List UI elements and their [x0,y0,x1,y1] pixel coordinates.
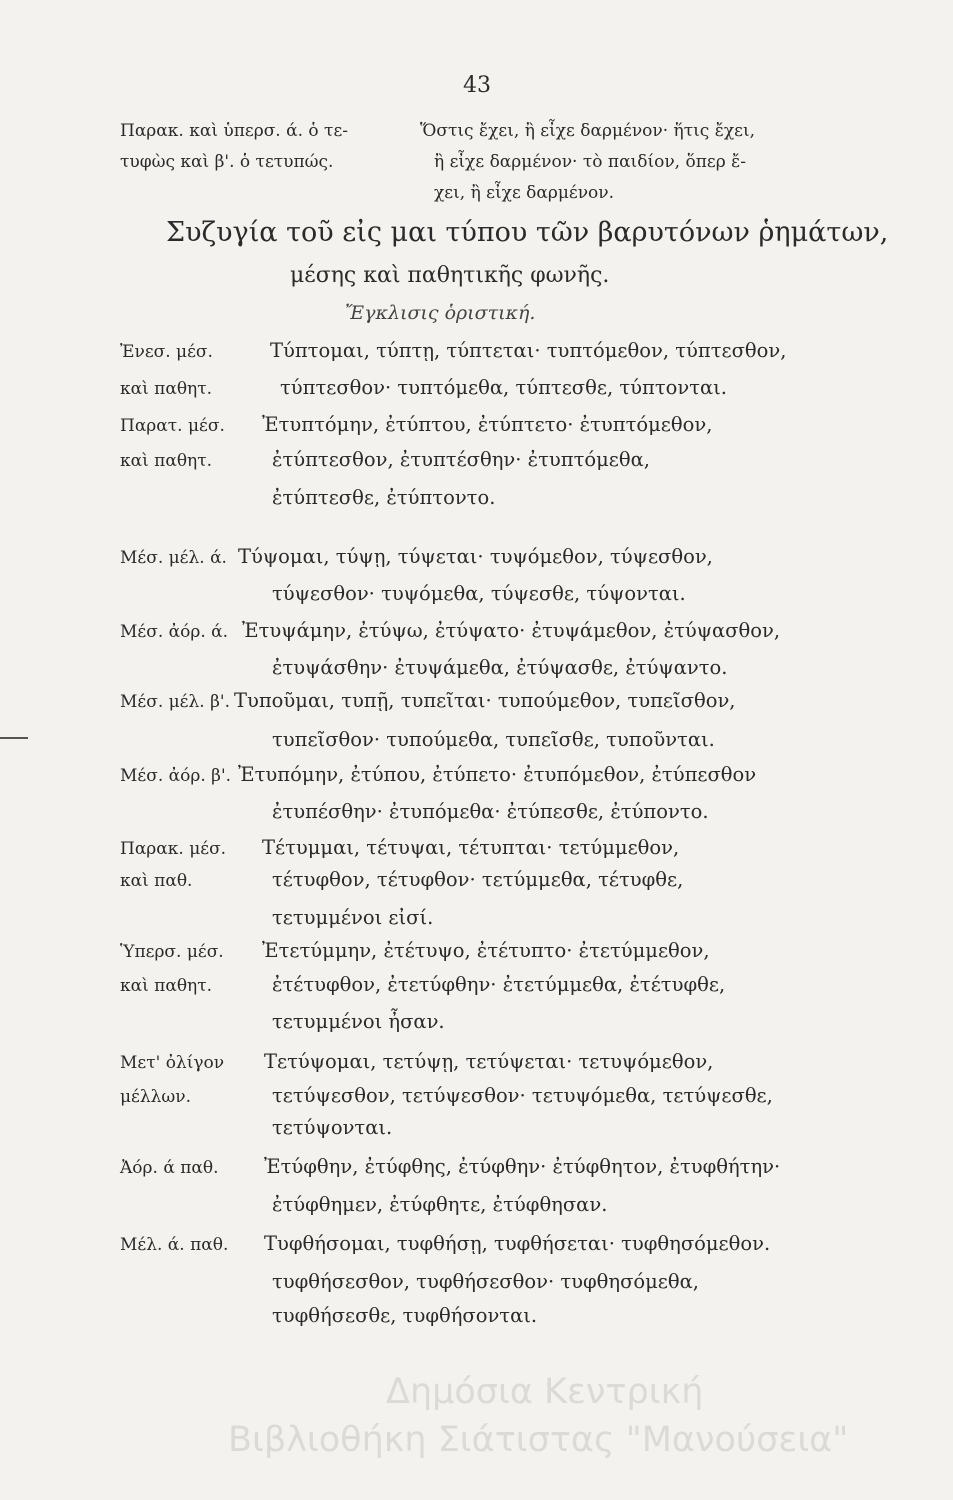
entry-label: καὶ παθητ. [120,379,213,399]
conjugation-line: ἐτύφθημεν, ἐτύφθητε, ἐτύφθησαν. [272,1193,608,1216]
entry-label: Μέσ. μέλ. ά. [120,548,227,568]
note-text-line-2: ἢ εἶχε δαρμένον· τὸ παιδίον, ὅπερ ἔ- [434,152,746,172]
conjugation-line: ἐτύπτεσθον, ἐτυπτέσθην· ἐτυπτόμεθα, [272,448,650,471]
conjugation-line: Τύπτομαι, τύπτῃ, τύπτεται· τυπτόμεθον, τύπτεσθον, [270,339,787,362]
entry-label: Μέσ. μέλ. β'. [120,692,230,712]
conjugation-line: Τετύψομαι, τετύψῃ, τετύψεται· τετυψόμεθον, [264,1050,714,1073]
conjugation-line: Τυφθήσομαι, τυφθήσῃ, τυφθήσεται· τυφθησόμεθον. [264,1232,771,1255]
entry-label: Μετ' ὀλίγον [120,1053,225,1073]
entry-label: Ὑπερσ. μέσ. [120,942,224,962]
conjugation-line: ἐτέτυφθον, ἐτετύφθην· ἐτετύμμεθα, ἐτέτυφθε, [272,973,726,996]
conjugation-line: τύπτεσθον· τυπτόμεθα, τύπτεσθε, τύπτονται. [280,376,727,399]
conjugation-line: Ἐτυπόμην, ἐτύπου, ἐτύπετο· ἐτυπόμεθον, ἐτύπεσθον [238,763,757,786]
conjugation-line: τετυμμένοι εἰσί. [272,906,434,929]
entry-label: Παρατ. μέσ. [120,416,225,436]
entry-label: Μέσ. ἀόρ. ά. [120,622,229,642]
conjugation-line: Τύψομαι, τύψῃ, τύψεται· τυψόμεθον, τύψεσθον, [238,545,713,568]
watermark-line-2: Βιβλιοθήκη Σιάτιστας "Μανούσεια" [228,1420,849,1460]
entry-label: Μέσ. ἀόρ. β'. [120,766,232,786]
conjugation-line: τετύψονται. [272,1116,393,1139]
conjugation-line: Τυποῦμαι, τυπῇ, τυπεῖται· τυπούμεθον, τυπεῖσθον, [234,689,736,712]
conjugation-line: τυφθήσεσθε, τυφθήσονται. [272,1304,538,1327]
conjugation-line: τετύψεσθον, τετύψεσθον· τετυψόμεθα, τετύψεσθε, [272,1084,773,1107]
conjugation-line: Ἐτυψάμην, ἐτύψω, ἐτύψατο· ἐτυψάμεθον, ἐτύψασθον, [242,619,781,642]
conjugation-line: ἐτυψάσθην· ἐτυψάμεθα, ἐτύψασθε, ἐτύψαντο. [272,656,728,679]
conjugation-line: Ἐτυπτόμην, ἐτύπτου, ἐτύπτετο· ἐτυπτόμεθον, [262,413,713,436]
watermark-line-1: Δημόσια Κεντρική [386,1372,704,1412]
note-label-line-2: τυφὼς καὶ β'. ὁ τετυπώς. [120,152,334,172]
entry-label: καὶ παθ. [120,871,193,891]
note-text-line-3: χει, ἢ εἶχε δαρμένον. [434,183,615,203]
note-text-line-1: Ὅστις ἔχει, ἢ εἶχε δαρμένον· ἥτις ἔχει, [420,121,756,141]
entry-label: Παρακ. μέσ. [120,839,227,859]
margin-mark [0,737,28,739]
conjugation-line: τύψεσθον· τυψόμεθα, τύψεσθε, τύψονται. [272,582,686,605]
entry-label: Μέλ. ά. παθ. [120,1235,229,1255]
section-title: Συζυγία τοῦ εἰς μαι τύπου τῶν βαρυτόνων ῥημάτων, [166,217,889,248]
conjugation-line: τυφθήσεσθον, τυφθήσεσθον· τυφθησόμεθα, [272,1270,700,1293]
conjugation-line: Ἐτετύμμην, ἐτέτυψο, ἐτέτυπτο· ἐτετύμμεθον, [262,939,710,962]
entry-label: καὶ παθητ. [120,976,213,996]
entry-label: καὶ παθητ. [120,451,213,471]
conjugation-line: τετυμμένοι ἦσαν. [272,1010,445,1033]
page-number: 43 [463,73,491,98]
mood-heading: Ἔγκλισις ὁριστική. [345,302,536,324]
entry-label: Ἐνεσ. μέσ. [120,342,213,362]
entry-label: μέλλων. [120,1087,192,1107]
conjugation-line: ἐτυπέσθην· ἐτυπόμεθα· ἐτύπεσθε, ἐτύποντο. [272,800,709,823]
conjugation-line: Τέτυμμαι, τέτυψαι, τέτυπται· τετύμμεθον, [262,836,680,859]
note-label-line-1: Παρακ. καὶ ὑπερσ. ά. ὁ τε- [120,121,348,141]
conjugation-line: τυπεῖσθον· τυπούμεθα, τυπεῖσθε, τυποῦνται. [272,728,715,751]
section-subtitle: μέσης καὶ παθητικῆς φωνῆς. [290,263,610,288]
entry-label: Ἀόρ. ά παθ. [120,1158,219,1178]
conjugation-line: τέτυφθον, τέτυφθον· τετύμμεθα, τέτυφθε, [272,868,684,891]
conjugation-line: Ἐτύφθην, ἐτύφθης, ἐτύφθην· ἐτύφθητον, ἐτυφθήτην· [264,1155,781,1178]
conjugation-line: ἐτύπτεσθε, ἐτύπτοντο. [272,486,496,509]
